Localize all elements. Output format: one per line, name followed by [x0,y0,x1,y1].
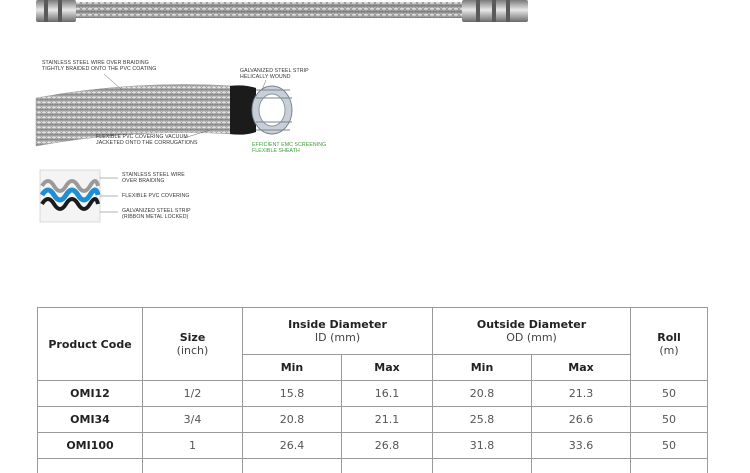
cell-roll: 50 [631,407,708,433]
product-spec-table [37,307,708,473]
table-row [38,407,708,433]
cell-size: 3/4 [143,407,243,433]
label-steel-strip: GALVANIZED STEEL STRIP HELICALLY WOUND [240,68,330,80]
legend-pvc-covering: FLEXIBLE PVC COVERING [122,193,192,199]
cell-od-min: 20.8 [433,381,532,407]
cell-id-min: 26.4 [243,433,342,459]
table-row [38,433,708,459]
header-roll: Roll (m) [631,308,708,381]
table-row [38,381,708,407]
cell-product-code: OMI34 [38,407,143,433]
cell-roll: 50 [631,381,708,407]
header-od-min: Min [433,355,532,381]
header-size: Size (inch) [143,308,243,381]
cell-od-max: 21.3 [532,381,631,407]
cell-product-code: OMI100 [38,433,143,459]
cell-id-max: 26.8 [342,433,433,459]
cell-id-max: 21.1 [342,407,433,433]
cell-od-min: 31.8 [433,433,532,459]
header-id-min: Min [243,355,342,381]
cell-product-code: OMI12 [38,381,143,407]
header-od-max: Max [532,355,631,381]
cell-roll: 50 [631,433,708,459]
header-outside-diameter: Outside Diameter OD (mm) [433,308,631,355]
header-inside-diameter: Inside Diameter ID (mm) [243,308,433,355]
cell-id-min: 20.8 [243,407,342,433]
label-pvc-vacuum: FLEXIBLE PVC COVERING VACUUM JACKETED ONTO THE CORRUGATIONS [96,134,216,146]
cell-od-max: 26.6 [532,407,631,433]
cell-od-max: 33.6 [532,433,631,459]
header-id-max: Max [342,355,433,381]
conduit-construction-diagram [34,50,334,234]
cell-size: 1/2 [143,381,243,407]
table-row-partial [38,459,708,473]
label-emc-screening: EFFICIENT EMC SCREENING FLEXIBLE SHEATH [252,142,332,154]
cell-size: 1 [143,433,243,459]
cell-id-min: 15.8 [243,381,342,407]
legend-steel-strip: GALVANIZED STEEL STRIP (RIBBON METAL LOCKED) [122,208,202,220]
cell-id-max: 16.1 [342,381,433,407]
legend-wire-braiding: STAINLESS STEEL WIRE OVER BRAIDING [122,172,192,184]
label-wire-braiding: STAINLESS STEEL WIRE OVER BRAIDING TIGHTLY BRAIDED ONTO THE PVC COATING [42,60,162,72]
header-product-code: Product Code [38,308,143,381]
cell-od-min: 25.8 [433,407,532,433]
braided-hose-photo [36,0,528,26]
